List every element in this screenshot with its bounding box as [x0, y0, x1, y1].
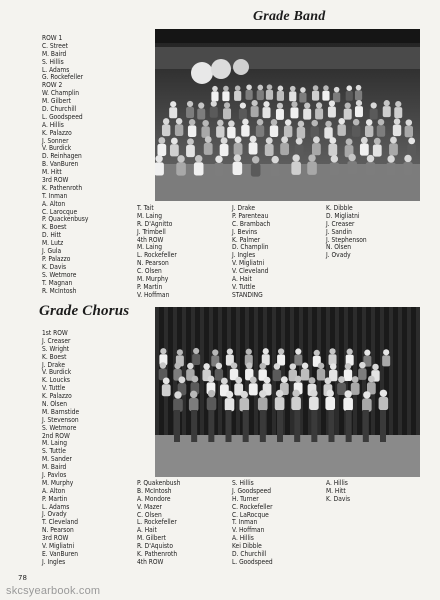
name-entry: K. Davis	[326, 494, 351, 503]
name-entry: R. D'Agnitto	[137, 219, 173, 228]
name-entry: V. Migliatni	[232, 259, 265, 268]
name-entry: 2nd ROW	[42, 431, 70, 440]
name-entry: M. Gilbert	[137, 534, 166, 543]
name-entry: K. Boest	[42, 352, 67, 361]
name-entry: T. Cleveland	[42, 518, 79, 527]
name-entry: J. Ovady	[42, 510, 67, 519]
name-entry: D. Reinhagen	[42, 152, 82, 161]
name-entry: ROW 2	[42, 81, 63, 90]
name-entry: D. Champlin	[232, 243, 269, 252]
name-entry: J. Ingles	[42, 557, 66, 566]
name-entry: C. Olsen	[137, 267, 162, 276]
site-watermark: skcsyearbook.com	[6, 585, 101, 597]
chorus-photo-image	[155, 307, 420, 477]
name-entry: L. Goodspeed	[42, 112, 83, 121]
name-entry: M. Barnstide	[42, 407, 80, 416]
chorus-section-title: Grade Chorus	[39, 303, 130, 319]
name-entry: J. Stephenson	[326, 235, 367, 244]
name-entry: P. Quakenbush	[137, 479, 181, 487]
chorus-names-column-2	[232, 480, 273, 567]
name-entry: D. Churchill	[232, 550, 267, 559]
name-entry: C. Street	[42, 41, 68, 50]
name-entry: J. Sandin	[326, 227, 352, 236]
name-entry: W. Champlin	[42, 89, 80, 98]
band-names-column-3	[326, 205, 367, 260]
name-entry: A. Hait	[232, 275, 252, 284]
name-entry: J. Ingles	[232, 251, 256, 260]
page-number: 78	[18, 574, 27, 582]
name-entry: T. Magnan	[42, 278, 73, 287]
name-entry: L. Adams	[42, 65, 70, 74]
name-entry: M. Murphy	[137, 275, 169, 284]
name-entry: L. Rockefeller	[137, 251, 177, 260]
band-photo-image	[155, 29, 420, 201]
name-entry: K. Palmer	[232, 235, 261, 244]
name-entry: M. Laing	[42, 439, 68, 448]
name-entry: STANDING	[232, 290, 263, 299]
name-entry: M. Baird	[42, 49, 67, 58]
name-entry: C. LaRocque	[232, 510, 269, 519]
name-entry: T. Inman	[232, 518, 258, 527]
name-entry: B. McIntosh	[137, 486, 172, 495]
name-entry: 4th ROW	[137, 235, 164, 244]
band-names-left-column	[42, 35, 88, 295]
name-entry: 3rd ROW	[42, 176, 69, 185]
name-entry: P. Martin	[42, 494, 68, 503]
name-entry: A. Mondore	[137, 494, 171, 503]
name-entry: J. Pavlos	[42, 471, 67, 480]
name-entry: K. Palazzo	[42, 128, 72, 137]
name-entry: V. Hoffman	[137, 290, 170, 299]
name-entry: K. Palazzo	[42, 392, 72, 401]
name-entry: V. Hoffman	[232, 526, 265, 535]
name-entry: K. Dibble	[326, 204, 353, 212]
name-entry: D. Migliatni	[326, 211, 360, 220]
name-entry: K. Pathenroth	[137, 550, 178, 559]
name-entry: M. Hitt	[326, 486, 346, 495]
name-entry: D. Hitt	[42, 231, 62, 240]
name-entry: A. Alton	[42, 486, 66, 495]
band-section-title: Grade Band	[253, 9, 326, 24]
name-entry: L. Adams	[42, 502, 70, 511]
name-entry: J. Goodspeed	[232, 486, 272, 495]
band-names-column-2	[232, 205, 270, 300]
name-entry: K. Pathenroth	[42, 183, 83, 192]
name-entry: C. Larocque	[42, 207, 78, 216]
name-entry: T. Inman	[42, 191, 68, 200]
name-entry: L. Goodspeed	[232, 557, 273, 566]
name-entry: V. Burdick	[42, 144, 72, 153]
name-entry: N. Olsen	[326, 243, 352, 252]
name-entry: K. Boest	[42, 223, 67, 232]
name-entry: S. Hillis	[232, 479, 254, 487]
name-entry: A. Hillis	[42, 120, 64, 129]
name-entry: S. Wetmore	[42, 270, 77, 279]
name-entry: ROW 1	[42, 34, 63, 42]
name-entry: R. McIntosh	[42, 286, 77, 295]
name-entry: L. Rockefeller	[137, 518, 177, 527]
name-entry: K. Loucks	[42, 376, 71, 385]
name-entry: G. Rockefeller	[42, 73, 84, 82]
name-entry: V. Tuttle	[232, 282, 256, 291]
name-entry: V. Mazer	[137, 502, 162, 511]
chorus-names-column-3	[326, 480, 350, 504]
name-entry: A. Alton	[42, 199, 66, 208]
name-entry: J. Drake	[232, 204, 256, 212]
name-entry: J. Creaser	[326, 219, 355, 228]
name-entry: C. Olsen	[137, 510, 162, 519]
name-entry: D. Churchill	[42, 105, 77, 114]
name-entry: C. Brambach	[232, 219, 271, 228]
name-entry: J. Stevenson	[42, 415, 79, 424]
name-entry: A. Hillis	[232, 534, 254, 543]
name-entry: S. Tuttle	[42, 447, 66, 456]
name-entry: M. Murphy	[42, 478, 74, 487]
name-entry: M. Hitt	[42, 168, 62, 177]
name-entry: V. Cleveland	[232, 267, 269, 276]
name-entry: N. Pearson	[137, 259, 169, 268]
name-entry: M. Baird	[42, 463, 67, 472]
name-entry: P. Palazzo	[42, 254, 71, 263]
name-entry: K. Davis	[42, 262, 67, 271]
name-entry: V. Burdick	[42, 368, 72, 377]
name-entry: 3rd ROW	[42, 534, 69, 543]
name-entry: A. Hillis	[326, 479, 348, 487]
name-entry: T. Tait	[137, 204, 154, 212]
name-entry: R. D'Aquisto	[137, 542, 174, 551]
name-entry: M. Laing	[137, 243, 163, 252]
name-entry: M. Laing	[137, 211, 163, 220]
name-entry: M. Sander	[42, 455, 72, 464]
chorus-names-left-column	[42, 330, 79, 567]
name-entry: S. Hillis	[42, 57, 64, 66]
name-entry: P. Martin	[137, 282, 163, 291]
name-entry: P. Parenteau	[232, 211, 269, 220]
name-entry: E. VanBuren	[42, 549, 78, 558]
name-entry: S. Wetmore	[42, 423, 77, 432]
name-entry: J. Creaser	[42, 336, 71, 345]
name-entry: V. Tuttle	[42, 384, 66, 393]
name-entry: J. Ovady	[326, 251, 351, 260]
name-entry: M. Lutz	[42, 239, 64, 248]
name-entry: J. Bevins	[232, 227, 258, 236]
name-entry: B. VanBuren	[42, 160, 79, 169]
name-entry: 1st ROW	[42, 329, 68, 337]
band-group-photo	[155, 29, 420, 201]
name-entry: M. Gilbert	[42, 97, 71, 106]
name-entry: H. Turner	[232, 494, 259, 503]
name-entry: C. Rockefeller	[232, 502, 273, 511]
name-entry: S. Wright	[42, 344, 70, 353]
name-entry: P. Quackenbusy	[42, 215, 89, 224]
chorus-group-photo	[155, 307, 420, 477]
name-entry: J. Gula	[42, 247, 62, 256]
name-entry: V. Migliatni	[42, 542, 75, 551]
name-entry: J. Sonner	[42, 136, 69, 145]
name-entry: J. Drake	[42, 360, 66, 369]
chorus-names-column-1	[137, 480, 180, 567]
name-entry: N. Olsen	[42, 400, 68, 409]
name-entry: 4th ROW	[137, 557, 164, 566]
name-entry: N. Pearson	[42, 526, 74, 535]
name-entry: A. Hait	[137, 526, 157, 535]
name-entry: J. Trimbell	[137, 227, 166, 236]
name-entry: Kei Dibble	[232, 542, 262, 551]
band-names-column-1	[137, 205, 177, 300]
